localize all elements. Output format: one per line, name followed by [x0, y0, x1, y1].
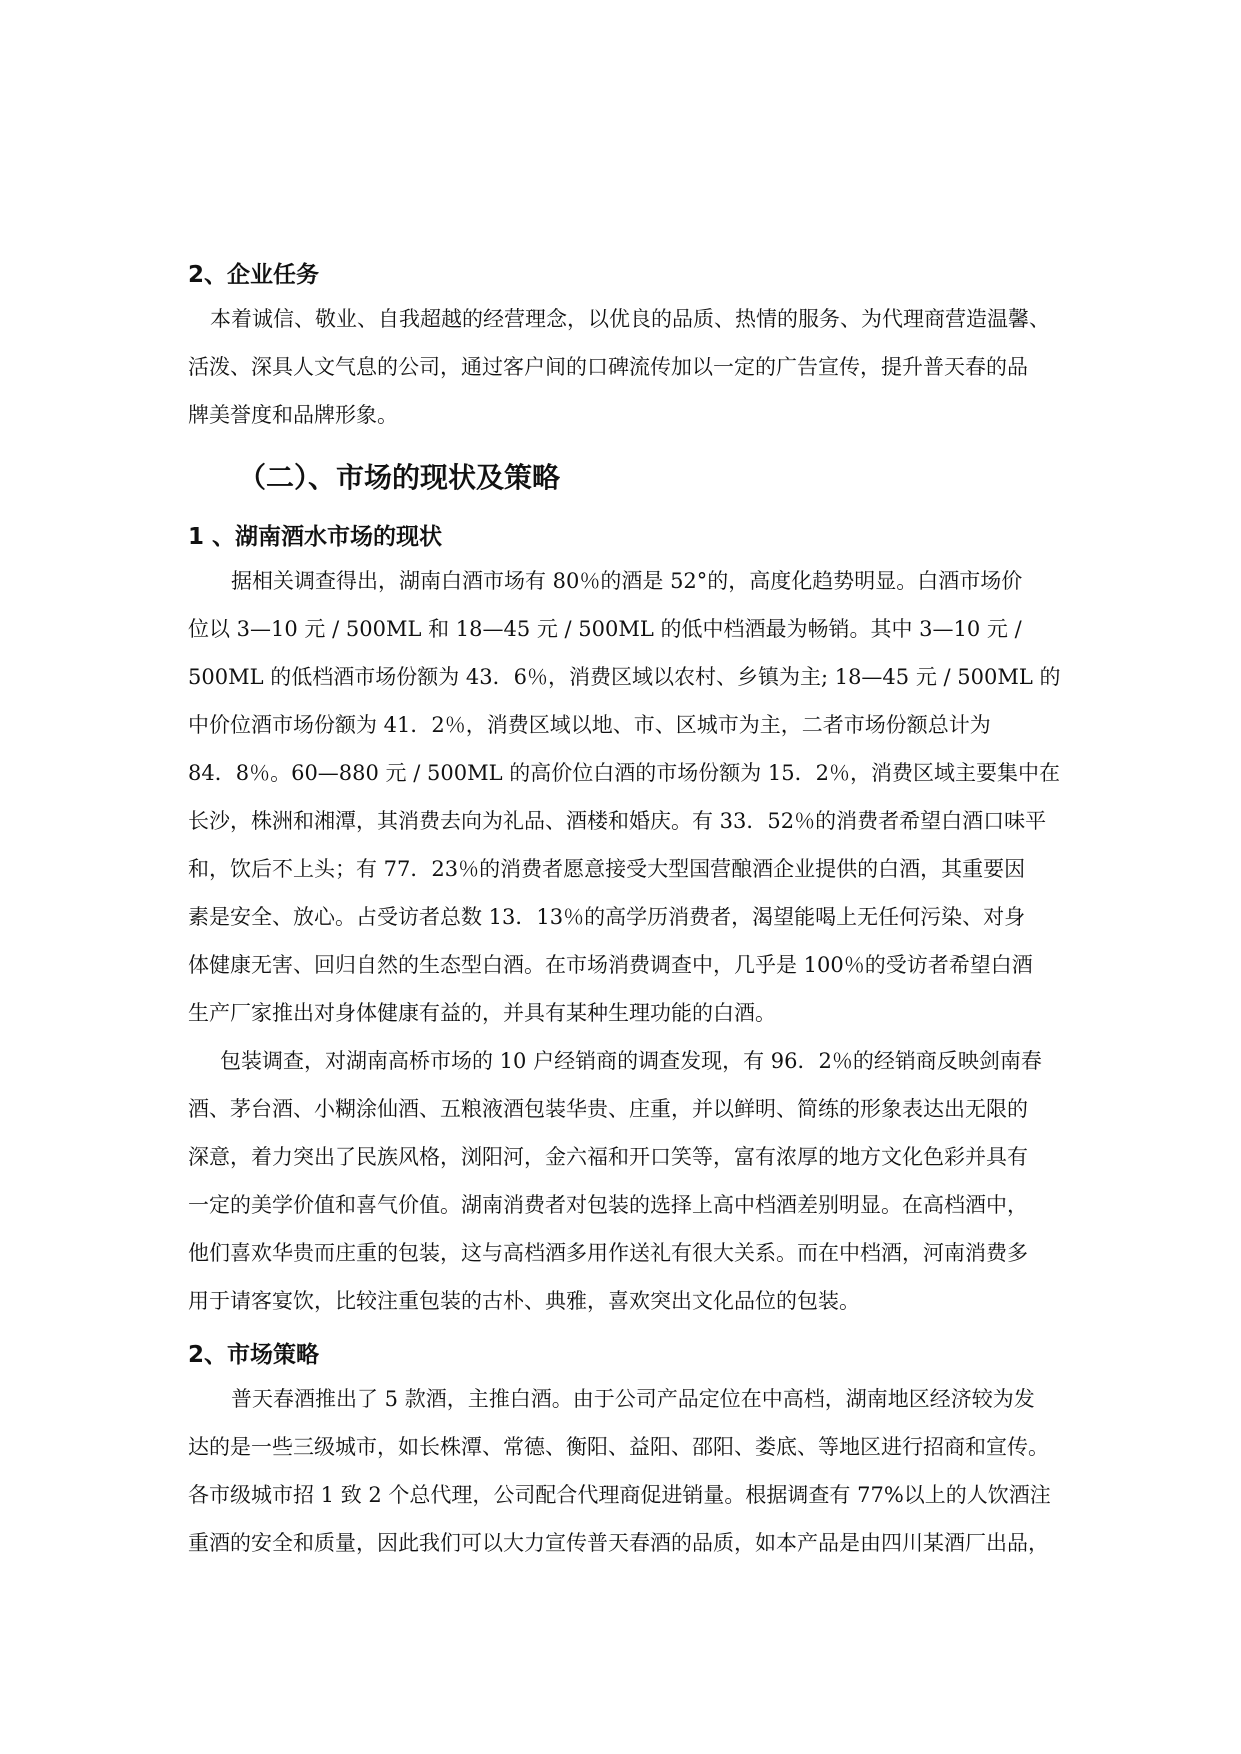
text-line: 位以 3—10 元 / 500ML 和 18—45 元 / 500ML 的低中档酒最为畅销。其中 3—10 元 / [188, 617, 1022, 641]
text-line: 据相关调查得出，湖南白酒市场有 80％的酒是 52°的，高度化趋势明显。白酒市场价 [231, 569, 1023, 593]
text-line: 深意，着力突出了民族风格，浏阳河，金六福和开口笑等，富有浓厚的地方文化色彩并具有 [188, 1145, 1028, 1169]
text-line: 包装调查，对湖南高桥市场的 10 户经销商的调查发现，有 96．2％的经销商反映剑南春 [220, 1049, 1042, 1073]
text-line: 酒、茅台酒、小糊涂仙酒、五粮液酒包装华贵、庄重，并以鲜明、简练的形象表达出无限的 [188, 1097, 1028, 1121]
text-line: 活泼、深具人文气息的公司，通过客户间的口碑流传加以一定的广告宣传，提升普天春的品 [188, 355, 1028, 379]
text-line: 达的是一些三级城市，如长株潭、常德、衡阳、益阳、邵阳、娄底、等地区进行招商和宣传。 [188, 1435, 1049, 1459]
text-line: 各市级城市招 1 致 2 个总代理，公司配合代理商促进销量。根据调查有 77%以上的人饮酒注 [188, 1483, 1051, 1507]
text-line: 本着诚信、敬业、自我超越的经营理念，以优良的品质、热情的服务、为代理商营造温馨、 [210, 307, 1050, 331]
text-line: 用于请客宴饮，比较注重包装的古朴、典雅，喜欢突出文化品位的包装。 [188, 1289, 860, 1313]
heading-enterprise-task: 2、企业任务 [188, 262, 320, 288]
text-line: 中价位酒市场份额为 41．2％，消费区域以地、市、区城市为主，二者市场份额总计为 [188, 713, 991, 737]
text-line: 素是安全、放心。占受访者总数 13．13％的高学历消费者，渴望能喝上无任何污染、对身 [188, 905, 1026, 929]
text-line: 和，饮后不上头；有 77．23％的消费者愿意接受大型国营酿酒企业提供的白酒，其重要因 [188, 857, 1026, 881]
text-line: 500ML 的低档酒市场份额为 43．6％，消费区域以农村、乡镇为主; 18—45 元 / 500ML 的 [188, 665, 1061, 689]
heading-market-status-strategy: （二）、市场的现状及策略 [238, 461, 561, 494]
text-line: 普天春酒推出了 5 款酒，主推白酒。由于公司产品定位在中高档，湖南地区经济较为发 [231, 1387, 1035, 1411]
heading-market-strategy: 2、市场策略 [188, 1342, 320, 1368]
text-line: 84．8％。60—880 元 / 500ML 的高价位白酒的市场份额为 15．2％，消费区域主要集中在 [188, 761, 1060, 785]
text-line: 牌美誉度和品牌形象。 [188, 403, 398, 427]
text-line: 他们喜欢华贵而庄重的包装，这与高档酒多用作送礼有很大关系。而在中档酒，河南消费多 [188, 1241, 1028, 1265]
text-line: 重酒的安全和质量，因此我们可以大力宣传普天春酒的品质，如本产品是由四川某酒厂出品， [188, 1531, 1049, 1555]
text-line: 一定的美学价值和喜气价值。湖南消费者对包装的选择上高中档酒差别明显。在高档酒中， [188, 1193, 1028, 1217]
text-line: 体健康无害、回归自然的生态型白酒。在市场消费调查中，几乎是 100％的受访者希望白酒 [188, 953, 1033, 977]
text-line: 生产厂家推出对身体健康有益的，并具有某种生理功能的白酒。 [188, 1001, 776, 1025]
text-line: 长沙，株洲和湘潭，其消费去向为礼品、酒楼和婚庆。有 33．52％的消费者希望白酒口味平 [188, 809, 1047, 833]
heading-hunan-market-status: 1 、湖南酒水市场的现状 [188, 524, 443, 550]
